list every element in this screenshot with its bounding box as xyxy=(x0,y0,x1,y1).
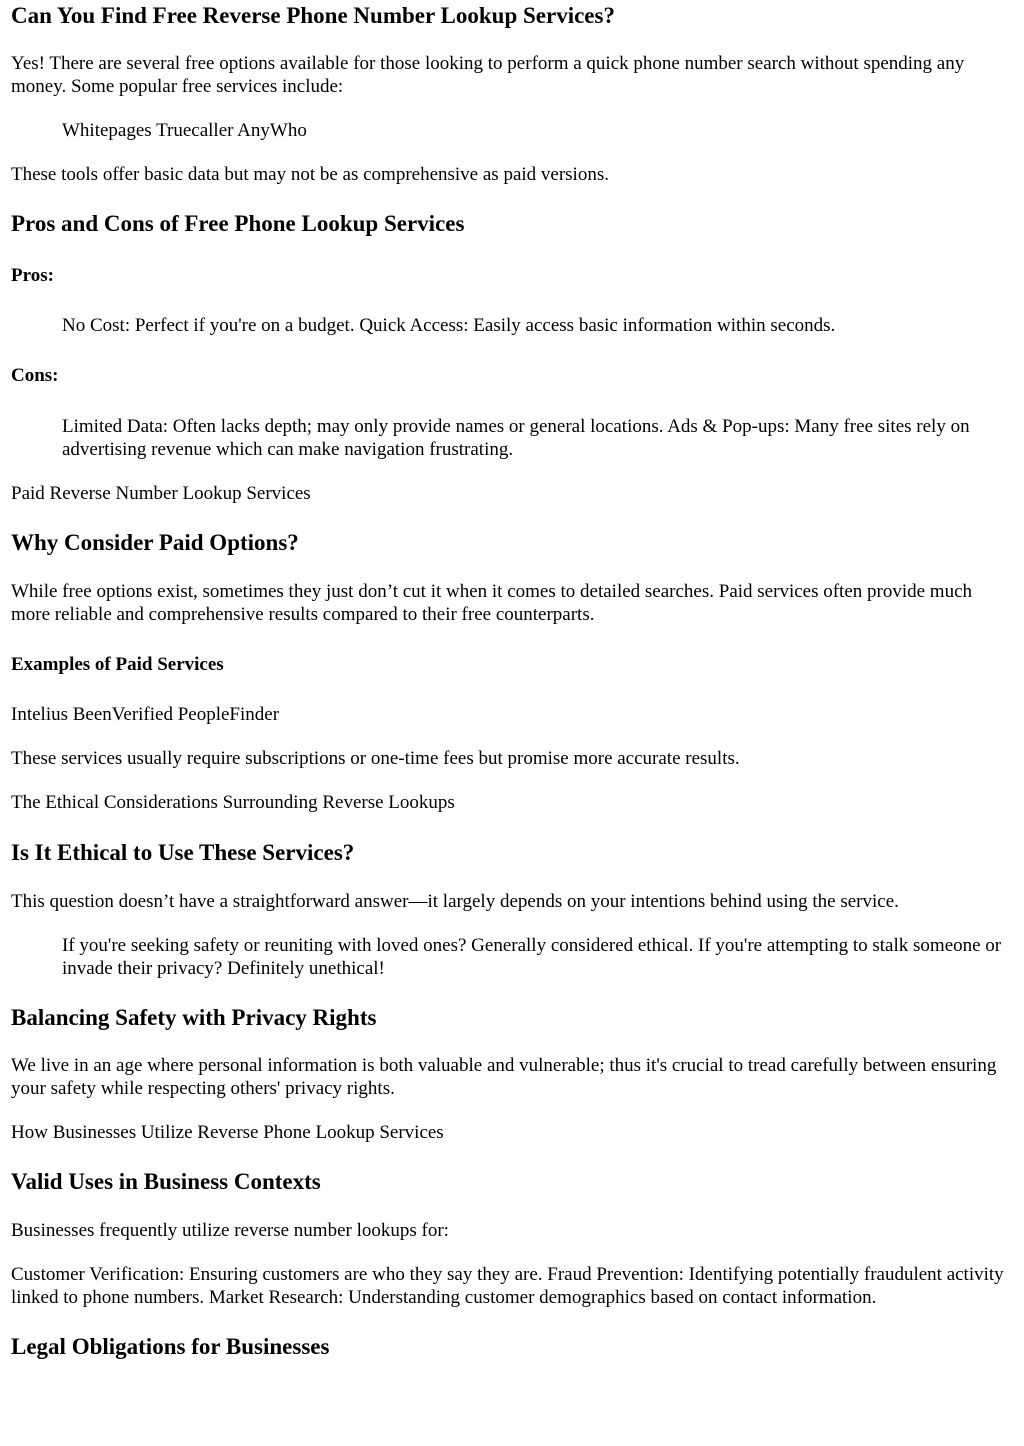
list-cons: Limited Data: Often lacks depth; may only provide names or general locations. Ads & Pop-ups: Many free sites rely on advertising revenue which can make navigation frustrating. xyxy=(62,416,970,460)
paragraph-valid-uses: Businesses frequently utilize reverse number lookups for: xyxy=(11,1220,449,1241)
heading-valid-uses: Valid Uses in Business Contexts xyxy=(11,1169,321,1194)
article xyxy=(0,2,1024,1361)
paragraph-why-paid: While free options exist, sometimes they just don’t cut it when it comes to detailed searches. Paid services often provide much more reliable and comprehensive results compared to their free counterparts. xyxy=(11,581,973,625)
list-pros: No Cost: Perfect if you're on a budget. Quick Access: Easily access basic information within seconds. xyxy=(62,315,836,336)
heading-balancing: Balancing Safety with Privacy Rights xyxy=(11,1005,377,1030)
heading-ethical: Is It Ethical to Use These Services? xyxy=(11,840,355,865)
paragraph-free-intro: Yes! There are several free options available for those looking to perform a quick phone number search without spending any money. Some popular free services include: xyxy=(11,53,965,97)
paragraph-free-basic: These tools offer basic data but may not be as comprehensive as paid versions. xyxy=(11,164,609,185)
list-ethical: If you're seeking safety or reuniting with loved ones? Generally considered ethical. If you're attempting to stalk someone or invade their privacy? Definitely unethical! xyxy=(62,935,1002,979)
paragraph-paid-examples: Intelius BeenVerified PeopleFinder xyxy=(11,704,280,725)
heading-pros-cons: Pros and Cons of Free Phone Lookup Services xyxy=(11,211,465,236)
paragraph-business-title: How Businesses Utilize Reverse Phone Lookup Services xyxy=(11,1122,444,1143)
heading-legal: Legal Obligations for Businesses xyxy=(11,1334,330,1359)
heading-pros: Pros: xyxy=(11,265,54,286)
paragraph-ethical: This question doesn’t have a straightforward answer—it largely depends on your intentions behind using the service. xyxy=(11,891,899,912)
list-free-services: Whitepages Truecaller AnyWho xyxy=(62,120,307,141)
paragraph-subscriptions: These services usually require subscriptions or one-time fees but promise more accurate results. xyxy=(11,748,740,769)
paragraph-balancing: We live in an age where personal information is both valuable and vulnerable; thus it's crucial to tread carefully between ensuring your safety while respecting others' privacy rights. xyxy=(11,1055,997,1099)
paragraph-paid-title: Paid Reverse Number Lookup Services xyxy=(11,483,311,504)
heading-free-services: Can You Find Free Reverse Phone Number Lookup Services? xyxy=(11,3,615,28)
paragraph-ethical-title: The Ethical Considerations Surrounding Reverse Lookups xyxy=(11,792,455,813)
heading-why-paid: Why Consider Paid Options? xyxy=(11,530,299,555)
paragraph-valid-uses-list: Customer Verification: Ensuring customers are who they say they are. Fraud Prevention: Identifying potentially fraudulent activity linked to phone numbers. Market Research: Understanding customer demographics based on contact information. xyxy=(11,1264,1004,1308)
heading-paid-examples: Examples of Paid Services xyxy=(11,654,224,675)
heading-cons: Cons: xyxy=(11,365,59,386)
